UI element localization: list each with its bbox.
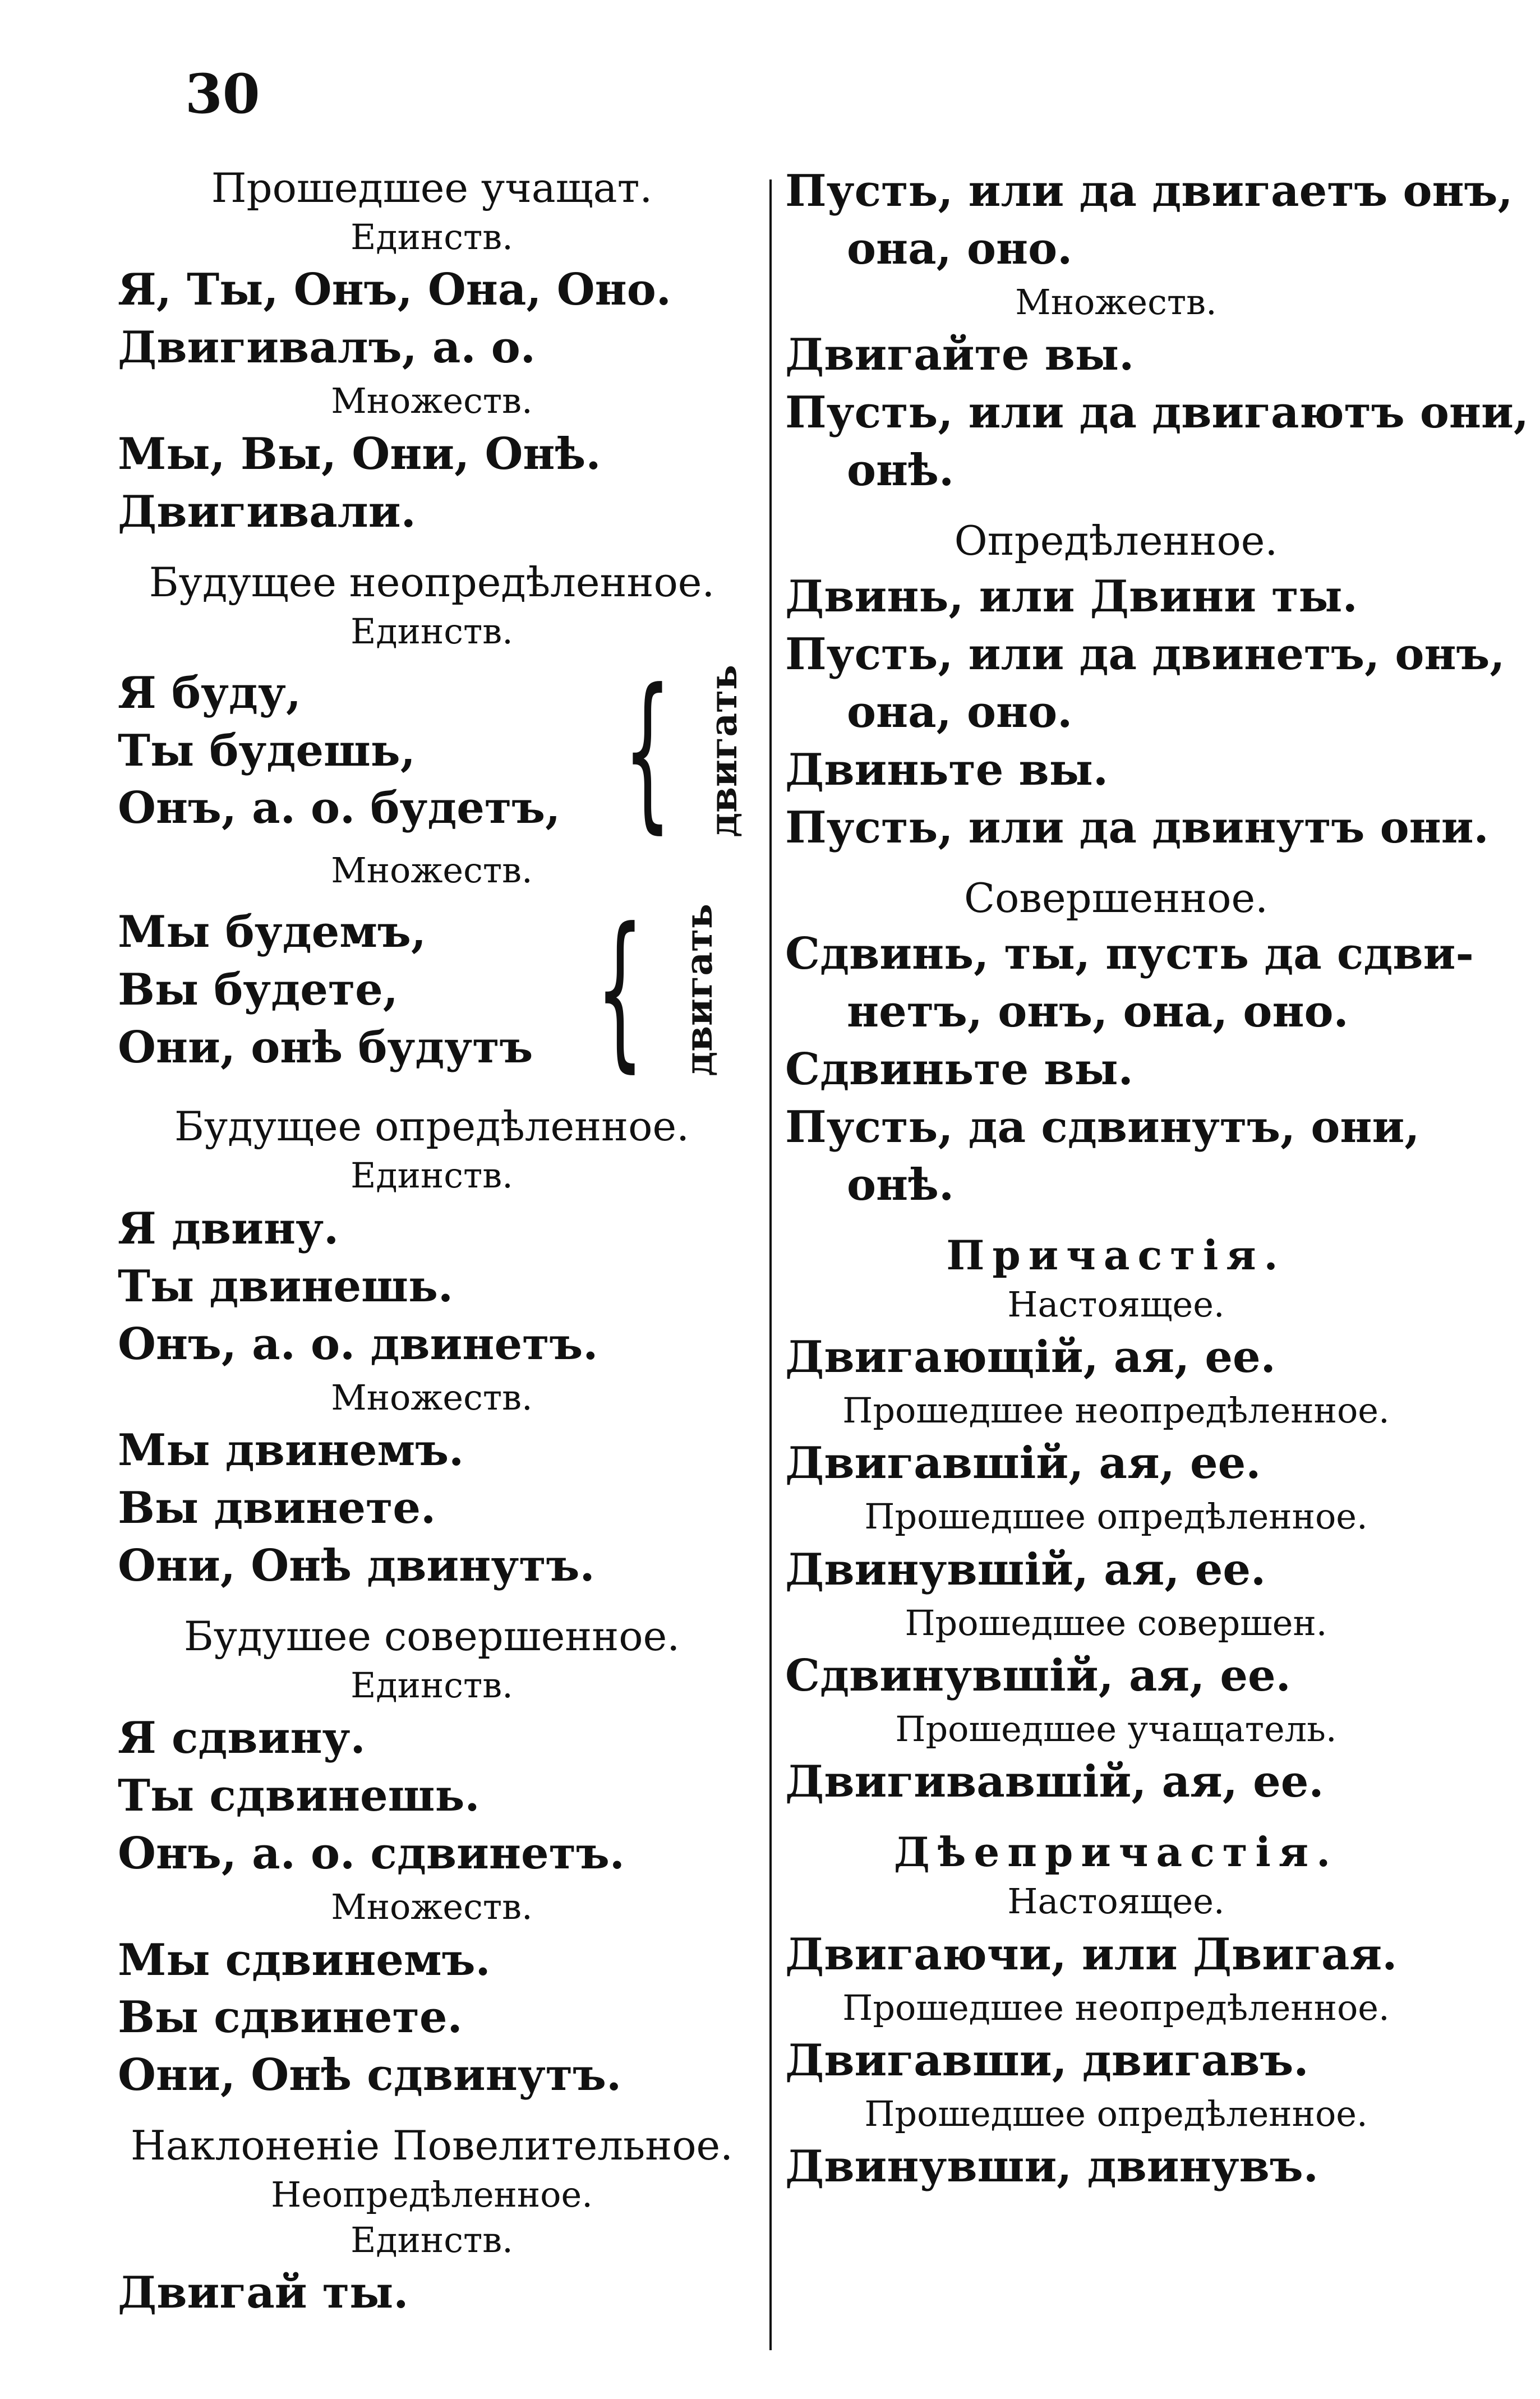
singular-label: Единств. (351, 1664, 513, 1706)
text-line: Я буду, (118, 667, 301, 719)
plural-label: Множеств. (331, 380, 533, 422)
brace-group-singular (118, 652, 746, 849)
singular-label: Единств. (351, 217, 513, 257)
section-heading: Опредѣленное. (954, 517, 1278, 565)
plural-label: Множеств. (331, 849, 533, 891)
text-line: онѣ. (847, 1159, 955, 1210)
section-heading: Причастія. (946, 1231, 1286, 1279)
text-line: Двинь, или Двини ты. (785, 571, 1358, 623)
text-line: Ты двинешь. (118, 1260, 454, 1312)
section-heading: Прошедшее учащат. (211, 164, 653, 211)
text-line: Двигающій, ая, ее. (785, 1332, 1276, 1383)
brace-group-plural (118, 892, 746, 1088)
column-divider (769, 179, 772, 2350)
text-line: Пусть, или да двигаетъ онъ, (785, 165, 1513, 217)
text-line: Ты сдвинешь. (118, 1770, 480, 1822)
tense-label: Прошедшее опредѣленное. (864, 1496, 1368, 1537)
text-line: Мы двинемъ. (118, 1425, 464, 1476)
text-line: Двигайте вы. (785, 329, 1135, 381)
page-number: 30 (185, 62, 260, 126)
section-heading: Будушее совершенное. (183, 1612, 680, 1660)
text-line: Я, Ты, Онъ, Она, Оно. (118, 264, 671, 316)
tense-label: Прошедшее учащатель. (895, 1709, 1337, 1750)
text-line: Онъ, а. о. двинетъ. (118, 1318, 598, 1370)
text-line: она, оно. (847, 223, 1073, 274)
text-line: Пусть, да сдвинутъ, они, (785, 1101, 1420, 1153)
singular-label: Единств. (351, 1155, 513, 1196)
text-line: Двигивавшій, ая, ее. (785, 1756, 1324, 1808)
text-line: Онъ, а. о. сдвинетъ. (118, 1828, 625, 1880)
text-line: Двиньте вы. (785, 744, 1109, 796)
singular-label: Единств. (351, 610, 513, 652)
section-heading: Наклоненіе Повелительное. (130, 2122, 734, 2170)
rotated-verb: двигать (702, 665, 746, 837)
text-line: Вы будете, (118, 964, 398, 1015)
left-column (118, 163, 746, 2322)
curly-brace: { (596, 892, 644, 1088)
text-line: Двинувшій, ая, ее. (785, 1544, 1266, 1595)
text-line: Двигивали. (118, 486, 416, 537)
right-column (785, 163, 1529, 2196)
text-line: Пусть, или да двинутъ они. (785, 802, 1489, 853)
rotated-verb: двигать (677, 904, 721, 1077)
text-line: Двигивалъ, а. о. (118, 322, 536, 374)
text-line: Двигаючи, или Двигая. (785, 1928, 1398, 1980)
text-line: онѣ. (847, 445, 955, 496)
text-line: Мы, Вы, Они, Онѣ. (118, 428, 601, 480)
section-heading: Дѣепричастія. (893, 1828, 1339, 1876)
text-line: Пусть, или да двигаютъ они, (785, 387, 1529, 439)
text-line: Они, онѣ будутъ (118, 1021, 533, 1073)
text-line: Двинувши, двинувъ. (785, 2141, 1318, 2193)
text-line: нетъ, онъ, она, оно. (847, 986, 1349, 1037)
tense-label: Настоящее. (1007, 1881, 1225, 1922)
subheading: Неопредѣленное. (271, 2174, 593, 2216)
plural-label: Множеств. (331, 1886, 533, 1928)
tense-label: Прошедшее опредѣленное. (864, 2093, 1368, 2135)
text-line: Я двину. (118, 1203, 339, 1254)
tense-label: Настоящее. (1007, 1283, 1225, 1325)
text-line: Ты будешь, (118, 725, 416, 776)
text-line: Онъ, а. о. будетъ, (118, 782, 561, 834)
text-line: Мы сдвинемъ. (118, 1934, 491, 1986)
text-line: Сдвинь, ты, пусть да сдви- (785, 928, 1474, 979)
plural-label: Множеств. (331, 1376, 533, 1418)
section-heading: Будущее опредѣленное. (174, 1103, 689, 1150)
text-line: Двигавшій, ая, ее. (785, 1438, 1261, 1489)
text-line: Они, Онѣ сдвинутъ. (118, 2050, 622, 2101)
section-heading: Совершенное. (963, 874, 1269, 922)
text-line: Сдвиньте вы. (785, 1043, 1133, 1095)
text-line: Они, Онѣ двинутъ. (118, 1540, 595, 1591)
tense-label: Прошедшее неопредѣленное. (842, 1987, 1390, 2028)
text-line: Мы будемъ, (118, 906, 426, 957)
plural-label: Множеств. (1015, 281, 1217, 323)
curly-brace: { (623, 652, 672, 849)
tense-label: Прошедшее неопредѣленное. (842, 1390, 1390, 1431)
singular-label: Единств. (351, 2219, 513, 2260)
text-line: Я сдвину. (118, 1712, 366, 1764)
tense-label: Прошедшее совершен. (905, 1602, 1327, 1643)
text-line: Сдвинувшій, ая, ее. (785, 1650, 1291, 1702)
text-line: Вы двинете. (118, 1482, 436, 1534)
section-heading: Будущее неопредѣленное. (149, 558, 715, 606)
text-line: она, оно. (847, 687, 1073, 738)
text-line: Двигай ты. (118, 2267, 409, 2319)
text-line: Вы сдвинете. (118, 1992, 463, 2043)
text-line: Двигавши, двигавъ. (785, 2035, 1309, 2087)
text-line: Пусть, или да двинетъ, онъ, (785, 629, 1505, 680)
